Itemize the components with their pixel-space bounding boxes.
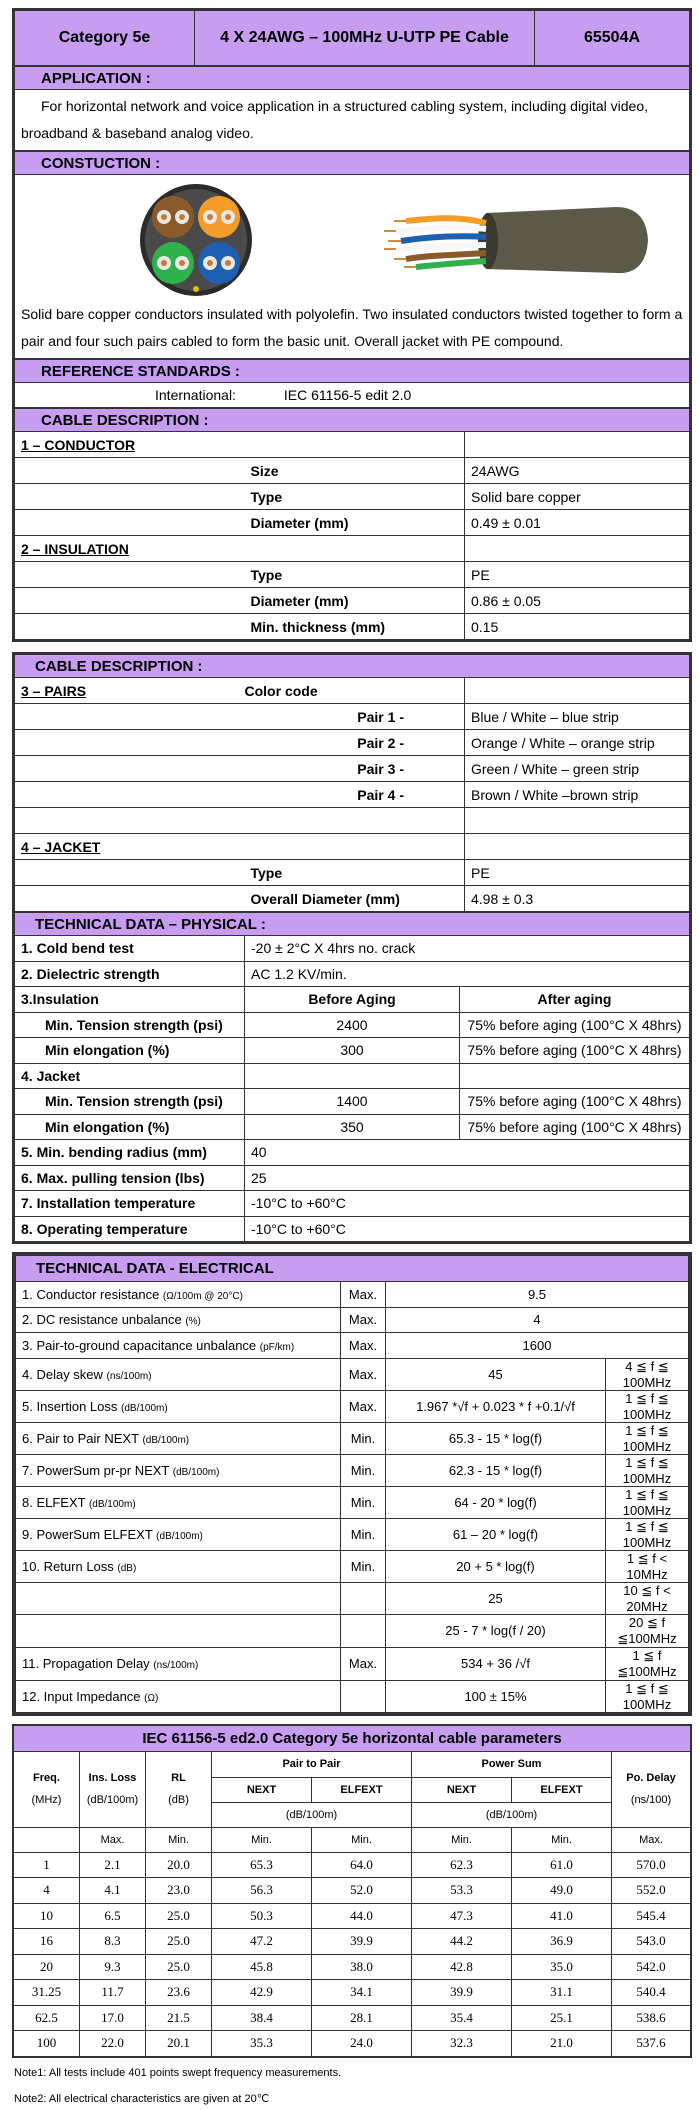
- iec-value-cell: 39.9: [412, 1980, 512, 2006]
- iec-freq-cell: 31.25: [14, 1980, 80, 2006]
- application-section: [14, 66, 690, 151]
- application-line-1: For horizontal network and voice application in a structured cabling system, including digital video,: [41, 98, 648, 114]
- pp-next-header: NEXT: [212, 1777, 312, 1802]
- iec-row: [14, 2031, 691, 2057]
- ins-loss-header: Ins. Loss: [88, 1772, 137, 1784]
- note-1: Note1: All tests include 401 points swept frequency measurements.: [14, 2066, 342, 2079]
- conductor-type-label: Type: [245, 484, 465, 510]
- iec-value-cell: 25.0: [146, 1954, 212, 1980]
- iec-limit: Max.: [612, 1827, 691, 1852]
- iec-value-cell: 20.0: [146, 1852, 212, 1878]
- pair-4-value: Brown / White –brown strip: [465, 782, 690, 808]
- electrical-value: 100 ± 15%: [386, 1680, 606, 1712]
- electrical-table: [15, 1255, 689, 1713]
- iec-value-cell: 45.8: [212, 1954, 312, 1980]
- ps-next-header: NEXT: [412, 1777, 512, 1802]
- electrical-unit: (%): [185, 1316, 201, 1328]
- ins-tension-after: 75% before aging (100°C X 48hrs): [460, 1012, 690, 1038]
- electrical-value: 4: [386, 1307, 689, 1333]
- iec-value-cell: 62.3: [412, 1852, 512, 1878]
- pair-2-label: Pair 2 -: [15, 730, 465, 756]
- iec-value-cell: 25.0: [146, 1903, 212, 1929]
- install-temp-label: 7. Installation temperature: [15, 1191, 245, 1217]
- electrical-range: 1 ≦ f ≦ 100MHz: [606, 1390, 689, 1422]
- electrical-row: [16, 1486, 689, 1518]
- iec-row: [14, 1878, 691, 1904]
- jacket-type-label: Type: [245, 860, 465, 886]
- iec-value-cell: 35.3: [212, 2031, 312, 2057]
- iec-value-cell: 31.1: [512, 1980, 612, 2006]
- iec-freq-cell: 4: [14, 1878, 80, 1904]
- iec-value-cell: 44.0: [312, 1903, 412, 1929]
- note-2: Note2: All electrical characteristics are given at 20℃: [14, 2092, 270, 2105]
- iec-value-cell: 17.0: [80, 2005, 146, 2031]
- pair-1-value: Blue / White – blue strip: [465, 704, 690, 730]
- construction-images: [21, 181, 683, 299]
- iec-row: [14, 1852, 691, 1878]
- ins-loss-unit: (dB/100m): [86, 1794, 139, 1806]
- iec-limit: Min.: [212, 1827, 312, 1852]
- cable-description-1: [14, 408, 690, 640]
- electrical-heading: TECHNICAL DATA - ELECTRICAL: [16, 1256, 689, 1282]
- iec-freq-cell: 1: [14, 1852, 80, 1878]
- electrical-param: 5. Insertion Loss: [22, 1398, 118, 1414]
- iec-value-cell: 52.0: [312, 1878, 412, 1904]
- electrical-param: 8. ELFEXT: [22, 1494, 86, 1510]
- cold-bend-value: -20 ± 2°C X 4hrs no. crack: [245, 936, 690, 962]
- insulation-thickness-label: Min. thickness (mm): [245, 614, 465, 640]
- electrical-value: 62.3 - 15 * log(f): [386, 1454, 606, 1486]
- electrical-block: [12, 1252, 692, 1716]
- electrical-row: [16, 1582, 689, 1614]
- pulling-tension-value: 25: [245, 1165, 690, 1191]
- electrical-range: 1 ≦ f ≦ 100MHz: [606, 1486, 689, 1518]
- pair-3-label: Pair 3 -: [15, 756, 465, 782]
- electrical-row: [16, 1358, 689, 1390]
- electrical-range: 1 ≦ f ≦ 100MHz: [606, 1518, 689, 1550]
- delay-header: Po. Delay: [626, 1772, 676, 1784]
- dielectric-value: AC 1.2 KV/min.: [245, 961, 690, 987]
- electrical-unit: (ns/100m): [153, 1660, 199, 1671]
- jacket-diameter-label: Overall Diameter (mm): [245, 886, 465, 912]
- electrical-unit: (dB): [117, 1562, 137, 1574]
- iec-value-cell: 38.0: [312, 1954, 412, 1980]
- iec-row: [14, 2005, 691, 2031]
- electrical-limit: [341, 1680, 386, 1712]
- header-table: [14, 10, 690, 66]
- pair-to-pair-header: Pair to Pair: [212, 1751, 412, 1777]
- iec-value-cell: 552.0: [612, 1878, 691, 1904]
- reference-label: International:: [155, 387, 236, 403]
- iec-value-cell: 47.2: [212, 1929, 312, 1955]
- freq-unit: (MHz): [31, 1794, 62, 1806]
- iec-limit: Min.: [512, 1827, 612, 1852]
- iec-value-cell: 2.1: [80, 1852, 146, 1878]
- electrical-value: 9.5: [386, 1282, 689, 1308]
- cable-desc-heading-2: CABLE DESCRIPTION :: [15, 655, 690, 678]
- electrical-limit: Min.: [341, 1486, 386, 1518]
- electrical-param: 9. PowerSum ELFEXT: [22, 1526, 153, 1542]
- bending-radius-value: 40: [245, 1140, 690, 1166]
- iec-value-cell: 570.0: [612, 1852, 691, 1878]
- electrical-limit: [341, 1614, 386, 1647]
- electrical-limit: Min.: [341, 1518, 386, 1550]
- electrical-limit: Max.: [341, 1390, 386, 1422]
- electrical-row: [16, 1333, 689, 1359]
- electrical-unit: (dB/100m): [172, 1466, 220, 1478]
- electrical-value: 61 – 20 * log(f): [386, 1518, 606, 1550]
- electrical-param: 7. PowerSum pr-pr NEXT: [22, 1462, 170, 1478]
- insulation-diameter-label: Diameter (mm): [245, 588, 465, 614]
- rl-unit: (dB): [168, 1794, 189, 1806]
- iec-value-cell: 49.0: [512, 1878, 612, 1904]
- iec-value-cell: 41.0: [512, 1903, 612, 1929]
- electrical-param: 12. Input Impedance: [22, 1688, 141, 1704]
- electrical-value: 1.967 *√f + 0.023 * f +0.1/√f: [386, 1390, 606, 1422]
- electrical-range: 1 ≦ f ≦ 100MHz: [606, 1422, 689, 1454]
- part-number: 65504A: [535, 11, 690, 66]
- ins-elongation-before: 300: [245, 1038, 460, 1064]
- construction-section: [14, 151, 690, 359]
- iec-value-cell: 8.3: [80, 1929, 146, 1955]
- cable-cross-section-image: [126, 181, 266, 299]
- electrical-row: [16, 1614, 689, 1647]
- insulation-thickness-value: 0.15: [465, 614, 690, 640]
- install-temp-value: -10°C to +60°C: [245, 1191, 690, 1217]
- jacket-type-value: PE: [465, 860, 690, 886]
- iec-value-cell: 35.4: [412, 2005, 512, 2031]
- iec-freq-cell: 100: [14, 2031, 80, 2057]
- electrical-row: [16, 1550, 689, 1582]
- insulation-type-value: PE: [465, 562, 690, 588]
- jkt-elongation-label: Min elongation (%): [15, 1114, 245, 1140]
- electrical-unit: (ns/100m): [106, 1370, 152, 1382]
- electrical-row: [16, 1307, 689, 1333]
- electrical-limit: [341, 1582, 386, 1614]
- application-line-2: broadband & baseband analog video.: [21, 125, 254, 141]
- electrical-limit: Min.: [341, 1454, 386, 1486]
- iec-value-cell: 25.1: [512, 2005, 612, 2031]
- electrical-param: 3. Pair-to-ground capacitance unbalance: [22, 1337, 257, 1353]
- pp-elfext-header: ELFEXT: [312, 1777, 412, 1802]
- electrical-range: 1 ≦ f ≦ 100MHz: [606, 1680, 689, 1712]
- reference-heading: REFERENCE STANDARDS :: [15, 360, 690, 383]
- electrical-limit: Max.: [341, 1333, 386, 1359]
- cable-side-view-image: [336, 185, 656, 295]
- ins-tension-label: Min. Tension strength (psi): [15, 1012, 245, 1038]
- ps-elfext-header: ELFEXT: [512, 1777, 612, 1802]
- jkt-tension-label: Min. Tension strength (psi): [15, 1089, 245, 1115]
- iec-row: [14, 1929, 691, 1955]
- electrical-row: [16, 1422, 689, 1454]
- iec-table: [13, 1725, 691, 2057]
- electrical-unit: (dB/100m): [88, 1498, 136, 1510]
- iec-value-cell: 28.1: [312, 2005, 412, 2031]
- pair-3-value: Green / White – green strip: [465, 756, 690, 782]
- electrical-range: 1 ≦ f ≦100MHz: [606, 1647, 689, 1680]
- electrical-param: 11. Propagation Delay: [22, 1656, 150, 1671]
- iec-value-cell: 53.3: [412, 1878, 512, 1904]
- iec-value-cell: 44.2: [412, 1929, 512, 1955]
- electrical-row: [16, 1647, 689, 1680]
- iec-freq-cell: 10: [14, 1903, 80, 1929]
- physical-heading: TECHNICAL DATA – PHYSICAL :: [15, 913, 690, 936]
- conductor-type-value: Solid bare copper: [465, 484, 690, 510]
- iec-value-cell: 25.0: [146, 1929, 212, 1955]
- pair-4-label: Pair 4 -: [15, 782, 465, 808]
- electrical-unit: (Ω): [144, 1692, 159, 1704]
- pair-2-value: Orange / White – orange strip: [465, 730, 690, 756]
- iec-title: IEC 61156-5 ed2.0 Category 5e horizontal cable parameters: [14, 1725, 691, 1751]
- electrical-range: 4 ≦ f ≦ 100MHz: [606, 1358, 689, 1390]
- insulation-aging-label: 3.Insulation: [15, 987, 245, 1013]
- jkt-elongation-before: 350: [245, 1114, 460, 1140]
- electrical-value: 534 + 36 /√f: [386, 1647, 606, 1680]
- electrical-param: 10. Return Loss: [22, 1558, 114, 1574]
- electrical-value: 25 - 7 * log(f / 20): [386, 1614, 606, 1647]
- physical-section: [14, 912, 690, 1242]
- iec-value-cell: 50.3: [212, 1903, 312, 1929]
- pulling-tension-label: 6. Max. pulling tension (lbs): [15, 1165, 245, 1191]
- electrical-unit: (dB/100m): [142, 1434, 190, 1446]
- conductor-size-label: Size: [245, 458, 465, 484]
- iec-freq-cell: 16: [14, 1929, 80, 1955]
- conductor-title: 1 – CONDUCTOR: [15, 432, 465, 458]
- iec-limits-row: [14, 1827, 691, 1852]
- iec-value-cell: 65.3: [212, 1852, 312, 1878]
- electrical-unit: (dB/100m): [156, 1530, 203, 1542]
- pp-unit: (dB/100m): [212, 1802, 412, 1827]
- ins-tension-before: 2400: [245, 1012, 460, 1038]
- electrical-unit: (pF/km): [259, 1341, 295, 1353]
- electrical-row: [16, 1454, 689, 1486]
- iec-value-cell: 4.1: [80, 1878, 146, 1904]
- electrical-limit: Max.: [341, 1307, 386, 1333]
- electrical-value: 20 + 5 * log(f): [386, 1550, 606, 1582]
- electrical-row: [16, 1518, 689, 1550]
- rl-header: RL: [171, 1772, 186, 1784]
- electrical-row: [16, 1680, 689, 1712]
- electrical-value: 65.3 - 15 * log(f): [386, 1422, 606, 1454]
- before-aging-header: Before Aging: [245, 987, 460, 1013]
- iec-block: [12, 1724, 692, 2058]
- jkt-tension-after: 75% before aging (100°C X 48hrs): [460, 1089, 690, 1115]
- iec-value-cell: 23.6: [146, 1980, 212, 2006]
- jkt-tension-before: 1400: [245, 1089, 460, 1115]
- iec-value-cell: 21.5: [146, 2005, 212, 2031]
- freq-header: Freq.: [33, 1772, 60, 1784]
- construction-line-1: Solid bare copper conductors insulated with polyolefin. Two insulated conductors twisted together to form a: [21, 306, 683, 322]
- iec-value-cell: 9.3: [80, 1954, 146, 1980]
- ps-unit: (dB/100m): [412, 1802, 612, 1827]
- iec-value-cell: 42.9: [212, 1980, 312, 2006]
- ins-elongation-label: Min elongation (%): [15, 1038, 245, 1064]
- electrical-value: 1600: [386, 1333, 689, 1359]
- electrical-param: 1. Conductor resistance: [22, 1286, 160, 1302]
- electrical-limit: Max.: [341, 1647, 386, 1680]
- iec-value-cell: 42.8: [412, 1954, 512, 1980]
- dielectric-label: 2. Dielectric strength: [15, 961, 245, 987]
- iec-freq-cell: 62.5: [14, 2005, 80, 2031]
- insulation-type-label: Type: [245, 562, 465, 588]
- electrical-range: 20 ≦ f ≦100MHz: [606, 1614, 689, 1647]
- iec-row: [14, 1954, 691, 1980]
- bending-radius-label: 5. Min. bending radius (mm): [15, 1140, 245, 1166]
- conductor-diameter-label: Diameter (mm): [245, 510, 465, 536]
- iec-value-cell: 39.9: [312, 1929, 412, 1955]
- ins-elongation-after: 75% before aging (100°C X 48hrs): [460, 1038, 690, 1064]
- iec-row: [14, 1980, 691, 2006]
- reference-section: [14, 359, 690, 408]
- conductor-size-value: 24AWG: [465, 458, 690, 484]
- jkt-elongation-after: 75% before aging (100°C X 48hrs): [460, 1114, 690, 1140]
- insulation-title: 2 – INSULATION: [15, 536, 465, 562]
- iec-value-cell: 38.4: [212, 2005, 312, 2031]
- iec-value-cell: 32.3: [412, 2031, 512, 2057]
- iec-value-cell: 542.0: [612, 1954, 691, 1980]
- operating-temp-value: -10°C to +60°C: [245, 1216, 690, 1242]
- electrical-value: 64 - 20 * log(f): [386, 1486, 606, 1518]
- iec-value-cell: 543.0: [612, 1929, 691, 1955]
- iec-value-cell: 35.0: [512, 1954, 612, 1980]
- jacket-diameter-value: 4.98 ± 0.3: [465, 886, 690, 912]
- electrical-limit: Max.: [341, 1358, 386, 1390]
- electrical-value: 45: [386, 1358, 606, 1390]
- iec-value-cell: 540.4: [612, 1980, 691, 2006]
- iec-value-cell: 22.0: [80, 2031, 146, 2057]
- iec-value-cell: 6.5: [80, 1903, 146, 1929]
- electrical-unit: (dB/100m): [121, 1402, 168, 1414]
- electrical-param: 4. Delay skew: [22, 1366, 103, 1382]
- iec-value-cell: 23.0: [146, 1878, 212, 1904]
- cable-description-2: [14, 654, 690, 912]
- insulation-diameter-value: 0.86 ± 0.05: [465, 588, 690, 614]
- electrical-value: 25: [386, 1582, 606, 1614]
- electrical-row: [16, 1390, 689, 1422]
- iec-value-cell: 20.1: [146, 2031, 212, 2057]
- electrical-range: 1 ≦ f ≦ 100MHz: [606, 1454, 689, 1486]
- jacket-title: 4 – JACKET: [15, 834, 465, 860]
- iec-limit: Min.: [312, 1827, 412, 1852]
- iec-value-cell: 36.9: [512, 1929, 612, 1955]
- iec-value-cell: 64.0: [312, 1852, 412, 1878]
- cold-bend-label: 1. Cold bend test: [15, 936, 245, 962]
- after-aging-header: After aging: [460, 987, 690, 1013]
- iec-limit: Max.: [80, 1827, 146, 1852]
- reference-value: IEC 61156-5 edit 2.0: [283, 387, 412, 403]
- iec-value-cell: 61.0: [512, 1852, 612, 1878]
- electrical-limit: Min.: [341, 1550, 386, 1582]
- electrical-limit: Max.: [341, 1282, 386, 1308]
- pairs-title: 3 – PAIRS: [15, 678, 245, 704]
- spec-block-2: [12, 652, 692, 1244]
- electrical-row: [16, 1282, 689, 1308]
- cable-title: 4 X 24AWG – 100MHz U-UTP PE Cable: [195, 11, 535, 66]
- electrical-param: 2. DC resistance unbalance: [22, 1312, 182, 1328]
- jacket-aging-label: 4. Jacket: [15, 1063, 245, 1089]
- operating-temp-label: 8. Operating temperature: [15, 1216, 245, 1242]
- delay-unit: (ns/100): [630, 1794, 672, 1806]
- construction-line-2: pair and four such pairs cabled to form the basic unit. Overall jacket with PE compound.: [21, 333, 564, 349]
- iec-limit: Min.: [146, 1827, 212, 1852]
- conductor-diameter-value: 0.49 ± 0.01: [465, 510, 690, 536]
- iec-value-cell: 24.0: [312, 2031, 412, 2057]
- application-heading: APPLICATION :: [15, 67, 690, 90]
- spec-block-1: [12, 8, 692, 642]
- construction-heading: CONSTUCTION :: [15, 152, 690, 175]
- electrical-param: 6. Pair to Pair NEXT: [22, 1430, 139, 1446]
- iec-limit: Min.: [412, 1827, 512, 1852]
- iec-value-cell: 21.0: [512, 2031, 612, 2057]
- iec-value-cell: 11.7: [80, 1980, 146, 2006]
- cable-desc-heading-1: CABLE DESCRIPTION :: [15, 409, 690, 432]
- electrical-limit: Min.: [341, 1422, 386, 1454]
- category-cell: Category 5e: [15, 11, 195, 66]
- iec-value-cell: 538.6: [612, 2005, 691, 2031]
- iec-value-cell: 34.1: [312, 1980, 412, 2006]
- iec-value-cell: 47.3: [412, 1903, 512, 1929]
- electrical-unit: (Ω/100m @ 20°C): [162, 1290, 243, 1302]
- color-code-label: Color code: [245, 678, 465, 704]
- iec-freq-cell: 20: [14, 1954, 80, 1980]
- iec-value-cell: 545.4: [612, 1903, 691, 1929]
- pair-1-label: Pair 1 -: [15, 704, 465, 730]
- iec-row: [14, 1903, 691, 1929]
- electrical-range: 10 ≦ f < 20MHz: [606, 1582, 689, 1614]
- electrical-range: 1 ≦ f < 10MHz: [606, 1550, 689, 1582]
- iec-value-cell: 537.6: [612, 2031, 691, 2057]
- power-sum-header: Power Sum: [412, 1751, 612, 1777]
- iec-value-cell: 56.3: [212, 1878, 312, 1904]
